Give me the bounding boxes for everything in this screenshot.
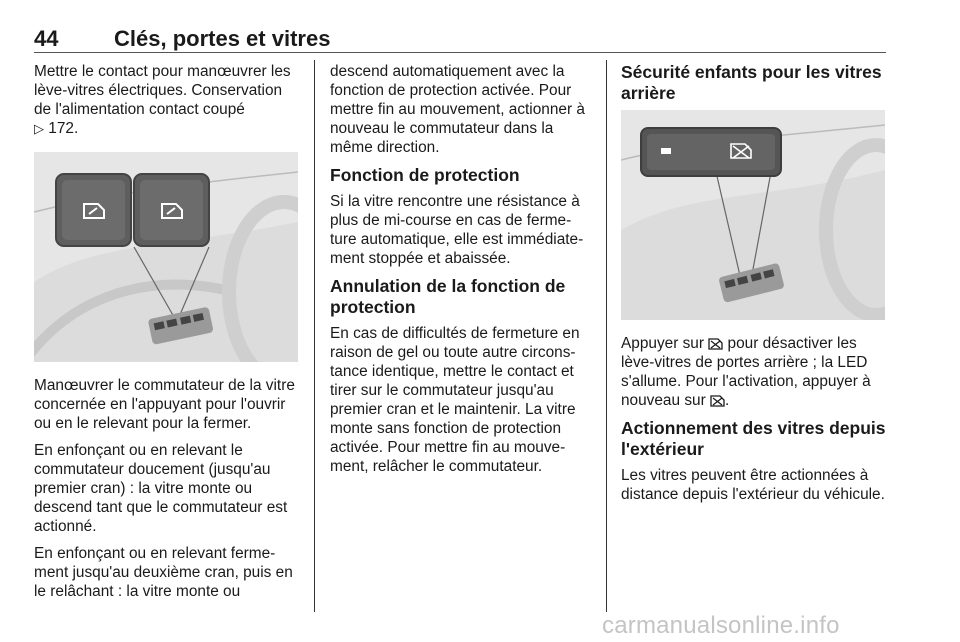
reference-arrow-icon: ▷: [34, 121, 44, 136]
column-divider-1: [314, 60, 315, 612]
paragraph-first-notch: En enfonçant ou en relevant le commutateur doucement (jusqu'au premier cran) : la vitre monte ou descend tant que le commutateur est actionné.: [34, 442, 288, 535]
heading-child-safety: Sécurité enfants pour les vitres arrière: [621, 62, 882, 103]
reference-page-link[interactable]: 172.: [48, 120, 79, 137]
page-title: Clés, portes et vitres: [114, 26, 331, 51]
window-lock-icon: [708, 337, 723, 350]
child-lock-switch-illustration: [621, 110, 885, 320]
paragraph-child-lock: [621, 334, 887, 410]
page-header: [34, 26, 886, 53]
window-switch-illustration: [34, 152, 298, 362]
column-2: [330, 62, 596, 484]
paragraph-auto-protection: descend automatiquement avec la fonction de protection activée. Pour mettre fin au mouvement, actionner à nouveau le commutateur dans la même direction.: [330, 63, 585, 156]
paragraph-second-notch: En enfonçant ou en relevant ferme-ment jusqu'au deuxième cran, puis en le relâchant : la vitre monte ou: [34, 545, 293, 600]
window-lock-icon: [710, 394, 725, 407]
page-number: 44: [34, 26, 59, 51]
column-3: [621, 62, 887, 512]
paragraph-remote-operation: Les vitres peuvent être actionnées à distance depuis l'extérieur du véhicule.: [621, 467, 885, 503]
paragraph-ignition: [34, 62, 302, 138]
child-lock-text-a: Appuyer sur: [621, 335, 704, 352]
paragraph-ignition-text: Mettre le contact pour manœuvrer les lève-vitres électriques. Conservation de l'alimentation contact coupé: [34, 63, 291, 118]
child-lock-text-b: pour désactiver les lève-vitres de portes arrière ; la LED s'allume. Pour l'activation, appuyer à nouveau sur: [621, 335, 871, 409]
paragraph-operate-switch: Manœuvrer le commutateur de la vitre concernée en l'appuyant pour l'ouvrir ou en le relevant pour la fermer.: [34, 377, 295, 432]
column-1: [34, 62, 302, 609]
paragraph-protection-function: Si la vitre rencontre une résistance à plus de mi-course en cas de ferme-ture automatique, elle est immédiate-ment stoppée et abaissée.: [330, 193, 584, 267]
watermark: carmanualsonline.info: [602, 612, 840, 639]
heading-protection-function: Fonction de protection: [330, 165, 520, 185]
column-divider-2: [606, 60, 607, 612]
child-lock-text-c: .: [725, 392, 730, 409]
heading-override-protection: Annulation de la fonction de protection: [330, 276, 566, 317]
heading-remote-operation: Actionnement des vitres depuis l'extérieur: [621, 418, 886, 459]
paragraph-override-protection: En cas de difficultés de fermeture en raison de gel ou toute autre circons-tance identique, mettre le contact et tirer sur le commutateur jusqu'au premier cran et le maintenir. La vitre monte sans fonction de protection activée. Pour mettre fin au mouve-ment, relâcher le commutateur.: [330, 325, 580, 475]
